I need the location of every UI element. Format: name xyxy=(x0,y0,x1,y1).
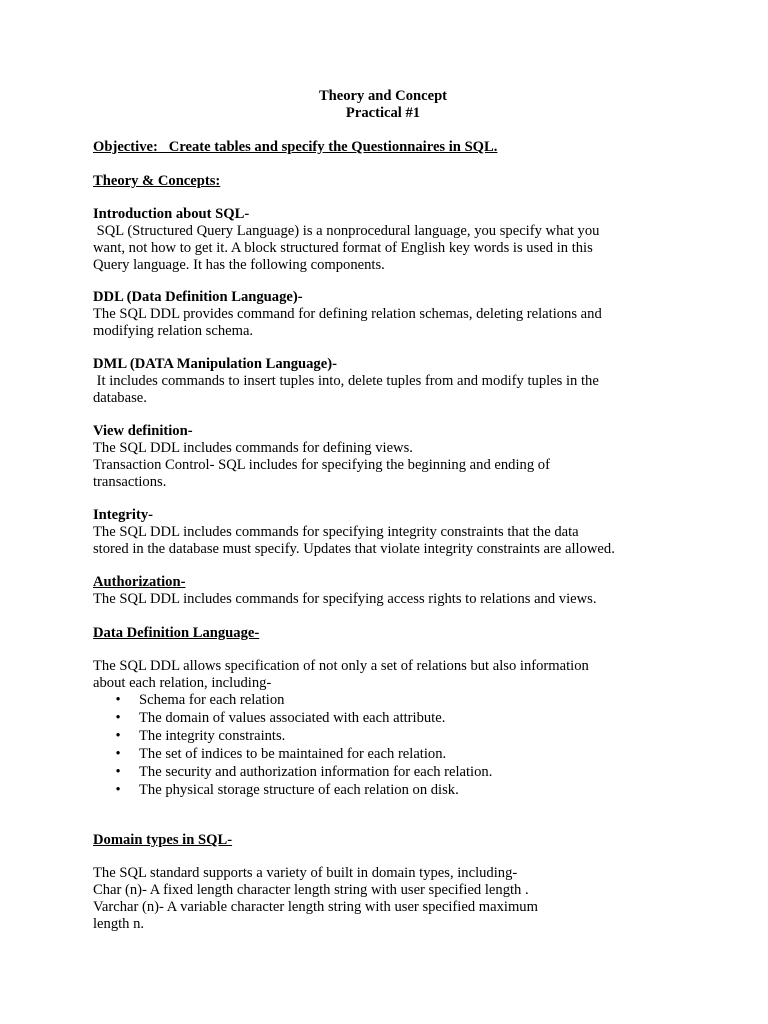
section-heading: Authorization- xyxy=(93,574,186,590)
paragraph-line: The SQL DDL includes commands for defining views. xyxy=(93,440,413,456)
list-item xyxy=(93,746,673,764)
paragraph-line: Transaction Control- SQL includes for specifying the beginning and ending of xyxy=(93,457,550,473)
section-heading: DDL (Data Definition Language)- xyxy=(93,289,303,305)
section-heading: Introduction about SQL- xyxy=(93,206,250,222)
list-item xyxy=(93,728,673,746)
bullet-list xyxy=(93,692,673,800)
bullet-icon: • xyxy=(115,746,121,762)
paragraph-line: about each relation, including- xyxy=(93,675,272,691)
bullet-icon: • xyxy=(115,710,121,726)
section-heading-domain: Domain types in SQL- xyxy=(93,832,233,848)
paragraph-line: stored in the database must specify. Updates that violate integrity constraints are allowed. xyxy=(93,541,615,557)
section-ddl xyxy=(93,289,673,340)
page-subtitle: Practical #1 xyxy=(345,105,421,121)
list-item-text: The security and authorization information for each relation. xyxy=(139,764,493,780)
paragraph-line: database. xyxy=(93,390,147,406)
paragraph-line: Query language. It has the following components. xyxy=(93,257,385,273)
bullet-icon: • xyxy=(115,728,121,744)
paragraph-line: Char (n)- A fixed length character length string with user specified length . xyxy=(93,882,529,898)
section-authorization xyxy=(93,574,673,608)
paragraph-line: transactions. xyxy=(93,474,167,490)
bullet-icon: • xyxy=(115,764,121,780)
paragraph-line: The SQL DDL includes commands for specifying integrity constraints that the data xyxy=(93,524,579,540)
section-integrity xyxy=(93,507,673,558)
list-item xyxy=(93,764,673,782)
list-item-text: The physical storage structure of each relation on disk. xyxy=(139,782,459,798)
paragraph-line: want, not how to get it. A block structured format of English key words is used in this xyxy=(93,240,593,256)
section-heading: DML (DATA Manipulation Language)- xyxy=(93,356,337,372)
page-title: Theory and Concept xyxy=(318,88,448,104)
section-domain-body xyxy=(93,865,673,933)
section-dml xyxy=(93,356,673,407)
section-view xyxy=(93,423,673,491)
section-heading-data-def: Data Definition Language- xyxy=(93,625,260,641)
paragraph-line: Varchar (n)- A variable character length string with user specified maximum xyxy=(93,899,538,915)
bullet-icon: • xyxy=(115,692,121,708)
list-item xyxy=(93,692,673,710)
list-item-text: Schema for each relation xyxy=(139,692,285,708)
section-heading: Integrity- xyxy=(93,507,153,523)
bullet-icon: • xyxy=(115,782,121,798)
paragraph-line: It includes commands to insert tuples into, delete tuples from and modify tuples in the xyxy=(93,373,599,389)
section-data-def-body xyxy=(93,658,673,692)
list-item-text: The integrity constraints. xyxy=(139,728,286,744)
paragraph-line: length n. xyxy=(93,916,145,932)
paragraph-line: modifying relation schema. xyxy=(93,323,254,339)
objective-line: Objective: Create tables and specify the Questionnaires in SQL. xyxy=(93,139,498,155)
theory-heading: Theory & Concepts: xyxy=(93,173,221,189)
document-header xyxy=(93,88,673,122)
section-heading: View definition- xyxy=(93,423,193,439)
paragraph-line: The SQL standard supports a variety of built in domain types, including- xyxy=(93,865,518,881)
paragraph-line: The SQL DDL allows specification of not only a set of relations but also information xyxy=(93,658,589,674)
section-intro xyxy=(93,206,673,274)
paragraph-line: SQL (Structured Query Language) is a nonprocedural language, you specify what you xyxy=(93,223,600,239)
list-item xyxy=(93,710,673,728)
list-item xyxy=(93,782,673,800)
paragraph-line: The SQL DDL includes commands for specifying access rights to relations and views. xyxy=(93,591,597,607)
paragraph-line: The SQL DDL provides command for defining relation schemas, deleting relations and xyxy=(93,306,602,322)
list-item-text: The set of indices to be maintained for each relation. xyxy=(139,746,447,762)
list-item-text: The domain of values associated with each attribute. xyxy=(139,710,446,726)
